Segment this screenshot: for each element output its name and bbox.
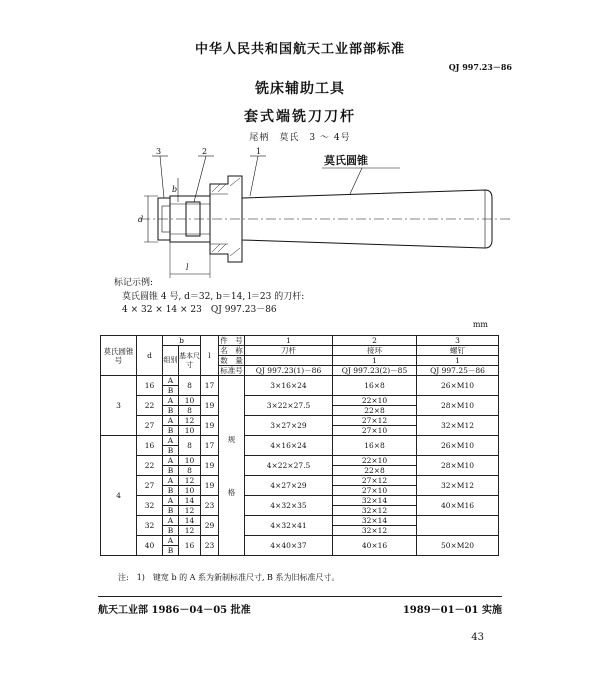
d-value: 40 xyxy=(137,536,163,556)
taper-leader xyxy=(350,168,362,194)
leader-2 xyxy=(194,156,206,202)
d-value: 32 xyxy=(137,496,163,516)
part2-spec: 16×8 xyxy=(333,436,417,456)
col-b-size: 基本尺寸 xyxy=(179,346,201,376)
callout-2: 2 xyxy=(202,147,208,156)
callout-1: 1 xyxy=(256,147,262,156)
part2-spec: 27×10 xyxy=(333,426,417,436)
category-title: 铣床辅助工具 xyxy=(255,81,345,97)
part-name-1: 刀杆 xyxy=(245,346,333,356)
part2-spec: 22×8 xyxy=(333,466,417,476)
b-group: B xyxy=(163,406,179,416)
table-row xyxy=(101,536,499,546)
qty-2: 1 xyxy=(333,356,417,366)
approval-date: 航天工业部 1986－04－05 批准 xyxy=(98,605,251,616)
part-name-3: 螺钉 xyxy=(417,346,499,356)
d-value: 27 xyxy=(137,476,163,496)
l-value: 19 xyxy=(201,396,219,416)
b-group: A xyxy=(163,516,179,526)
row-name: 名 称 xyxy=(220,346,243,355)
row-qty: 数 量 xyxy=(220,356,243,365)
part2-spec: 22×8 xyxy=(333,406,417,416)
b-size: 8 xyxy=(179,406,201,416)
part3-spec: 40×M16 xyxy=(417,496,499,516)
marking-example-line1: 莫氏圆锥 4 号, d＝32, b＝14, l＝23 的刀杆: xyxy=(122,292,305,302)
b-group: B xyxy=(163,526,179,536)
marking-example-title: 标记示例: xyxy=(114,278,154,288)
part-no-2: 2 xyxy=(333,336,417,346)
std-no-3: QJ 997.25－86 xyxy=(417,366,499,376)
dim-d-label: d xyxy=(138,215,144,224)
part1-spec: 4×22×27.5 xyxy=(245,456,333,476)
d-value: 22 xyxy=(137,456,163,476)
table-row xyxy=(101,436,499,446)
part3-spec: 32×M12 xyxy=(417,476,499,496)
part1-spec: 3×16×24 xyxy=(245,376,333,396)
part1-spec: 4×27×29 xyxy=(245,476,333,496)
l-value: 23 xyxy=(201,536,219,556)
std-no-1: QJ 997.23(1)－86 xyxy=(245,366,333,376)
spec-table-body xyxy=(101,376,499,556)
d-value: 22 xyxy=(137,396,163,416)
morse-no: 3 xyxy=(101,376,137,436)
part3-spec: 28×M10 xyxy=(417,456,499,476)
table-row xyxy=(101,456,499,466)
b-group: A xyxy=(163,436,179,446)
b-size: 12 xyxy=(179,526,201,536)
d-value: 16 xyxy=(137,376,163,396)
part1-spec: 3×27×29 xyxy=(245,416,333,436)
b-group: B xyxy=(163,486,179,496)
spec-label xyxy=(219,376,245,556)
l-value: 29 xyxy=(201,516,219,536)
b-size: 8 xyxy=(179,376,201,396)
b-group: B xyxy=(163,546,179,556)
col-b-group: 组别 xyxy=(163,346,179,376)
l-value: 17 xyxy=(201,376,219,396)
page-number: 43 xyxy=(471,632,484,643)
table-row xyxy=(101,516,499,526)
part3-spec: 32×M12 xyxy=(417,416,499,436)
l-value: 19 xyxy=(201,416,219,436)
leader-1 xyxy=(250,156,258,196)
part1-spec: 4×40×37 xyxy=(245,536,333,556)
table-row xyxy=(101,476,499,486)
part2-spec: 32×14 xyxy=(333,496,417,506)
part3-spec: 50×M20 xyxy=(417,536,499,556)
l-value: 23 xyxy=(201,496,219,516)
row-std: 标准号 xyxy=(220,366,243,375)
l-value: 19 xyxy=(201,456,219,476)
b-size: 10 xyxy=(179,456,201,466)
l-value: 17 xyxy=(201,436,219,456)
morse-no: 4 xyxy=(101,436,137,556)
col-morse: 莫氏圆锥号 xyxy=(101,336,137,376)
part2-spec: 27×12 xyxy=(333,476,417,486)
b-size: 14 xyxy=(179,496,201,506)
b-group: A xyxy=(163,536,179,546)
leader-3 xyxy=(160,156,164,198)
part-subtitle: 尾柄 莫氏 3 ～ 4号 xyxy=(249,133,351,143)
row-part-no: 件 号 xyxy=(220,336,243,345)
b-size: 14 xyxy=(179,516,201,526)
effective-date: 1989－01－01 实施 xyxy=(402,605,502,616)
std-no-2: QJ 997.23(2)－85 xyxy=(333,366,417,376)
spec-char-1: 规 xyxy=(227,434,236,444)
table-row xyxy=(101,396,499,406)
b-size: 12 xyxy=(179,506,201,516)
unit-label: mm xyxy=(472,320,488,329)
footer-rule xyxy=(98,596,502,597)
part2-spec: 22×10 xyxy=(333,396,417,406)
table-row xyxy=(101,496,499,506)
table-row xyxy=(101,376,499,386)
part3-spec: 26×M10 xyxy=(417,376,499,396)
document-header: 中华人民共和国航天工业部部标准 xyxy=(194,42,405,57)
part1-spec: 4×32×41 xyxy=(245,516,333,536)
b-group: A xyxy=(163,416,179,426)
b-group: B xyxy=(163,466,179,476)
b-group: A xyxy=(163,376,179,386)
d-value: 32 xyxy=(137,516,163,536)
part-name-2: 接环 xyxy=(333,346,417,356)
part2-spec: 32×14 xyxy=(333,516,417,526)
part3-spec xyxy=(417,516,499,536)
b-group: A xyxy=(163,476,179,486)
part1-spec: 4×32×35 xyxy=(245,496,333,516)
l-value: 19 xyxy=(201,476,219,496)
part2-spec: 27×12 xyxy=(333,416,417,426)
b-size: 16 xyxy=(179,536,201,556)
b-group: B xyxy=(163,426,179,436)
col-d: d xyxy=(137,336,163,376)
part2-spec: 40×16 xyxy=(333,536,417,556)
b-size: 12 xyxy=(179,476,201,486)
dim-l-label: l xyxy=(186,263,189,272)
b-size: 10 xyxy=(179,426,201,436)
table-row xyxy=(101,416,499,426)
qty-1 xyxy=(245,356,333,366)
part3-spec: 26×M10 xyxy=(417,436,499,456)
taper-label: 莫氏圆锥 xyxy=(324,154,368,167)
arbor-drawing xyxy=(100,146,530,286)
d-value: 27 xyxy=(137,416,163,436)
b-size: 12 xyxy=(179,416,201,426)
b-group: B xyxy=(163,386,179,396)
d-value: 16 xyxy=(137,436,163,456)
part-no-3: 3 xyxy=(417,336,499,346)
b-group: A xyxy=(163,496,179,506)
col-b: b xyxy=(163,336,201,346)
part1-spec: 3×22×27.5 xyxy=(245,396,333,416)
part-no-1: 1 xyxy=(245,336,333,346)
part2-spec: 16×8 xyxy=(333,376,417,396)
footnote: 注: 1) 键宽 b 的 A 系为新制标准尺寸, B 系为旧标准尺寸。 xyxy=(118,573,340,582)
standard-code: QJ 997.23－86 xyxy=(448,62,512,72)
b-group: A xyxy=(163,396,179,406)
b-group: B xyxy=(163,506,179,516)
part1-spec: 4×16×24 xyxy=(245,436,333,456)
b-group: B xyxy=(163,446,179,456)
b-size: 8 xyxy=(179,436,201,456)
part2-spec: 32×12 xyxy=(333,506,417,516)
part3-spec: 28×M10 xyxy=(417,396,499,416)
b-size: 8 xyxy=(179,466,201,476)
part2-spec: 22×10 xyxy=(333,456,417,466)
b-group: A xyxy=(163,456,179,466)
spec-char-2: 格 xyxy=(227,487,236,497)
b-size: 10 xyxy=(179,396,201,406)
marking-example-line2: 4 × 32 × 14 × 23 QJ 997.23－86 xyxy=(122,305,277,315)
part-title: 套式端铣刀刀杆 xyxy=(244,109,356,125)
section-hatch xyxy=(212,178,240,256)
part2-spec: 27×10 xyxy=(333,486,417,496)
dim-b-label: b xyxy=(172,185,178,194)
part2-spec: 32×12 xyxy=(333,526,417,536)
spec-table xyxy=(100,335,499,556)
callout-3: 3 xyxy=(156,147,162,156)
qty-3: 1 xyxy=(417,356,499,366)
col-l: l xyxy=(201,336,219,376)
b-size: 10 xyxy=(179,486,201,496)
